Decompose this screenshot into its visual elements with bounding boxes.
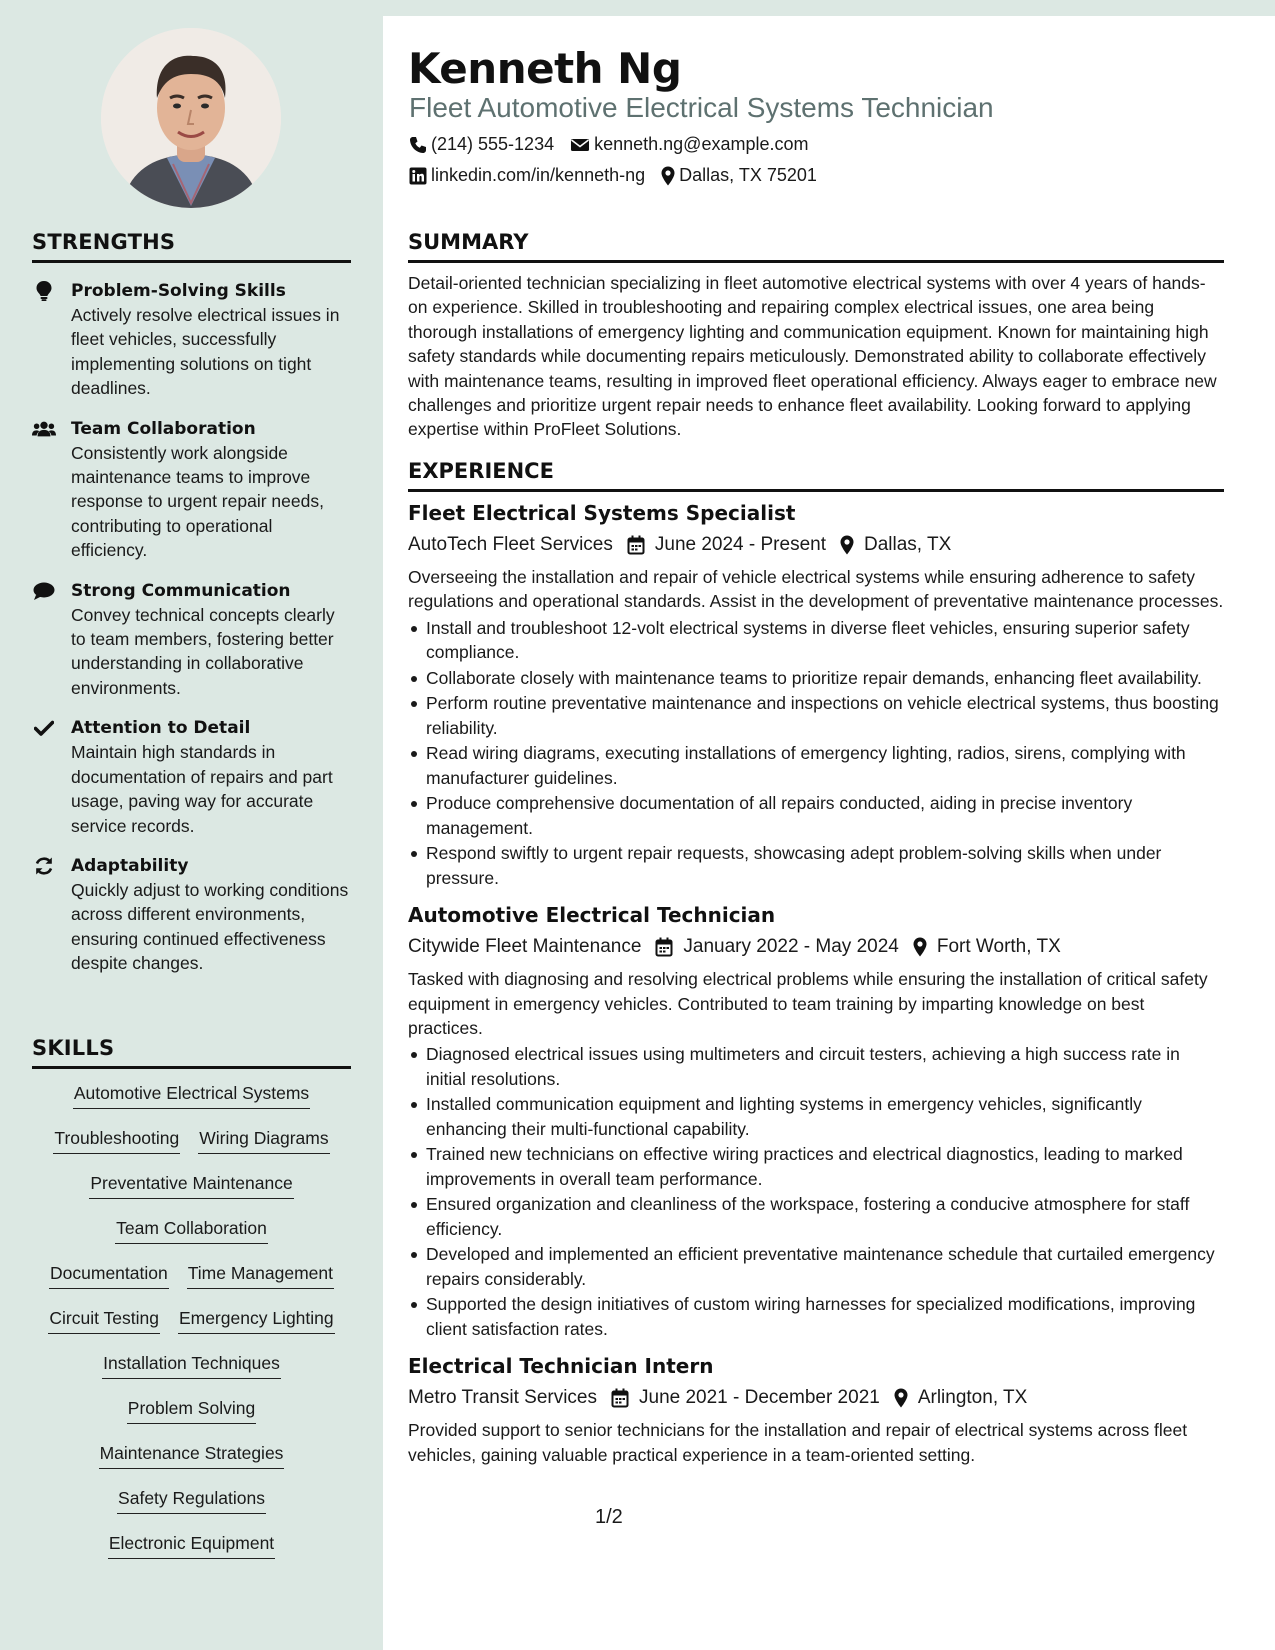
- skill-tag: Documentation: [49, 1261, 169, 1289]
- skill-tag: Maintenance Strategies: [99, 1441, 285, 1469]
- calendar-icon: [627, 535, 645, 555]
- job-bullets: [408, 1042, 1224, 1341]
- job-location: Arlington, TX: [917, 1387, 1028, 1409]
- profile-photo: [101, 28, 281, 208]
- job-company: Citywide Fleet Maintenance: [408, 936, 642, 958]
- bullet-item: Collaborate closely with maintenance teams to prioritize repair demands, enhancing fleet availability.: [408, 666, 1224, 690]
- skills-section: [32, 1036, 351, 1559]
- bullet-item: Developed and implemented an efficient preventative maintenance schedule that curtailed emergency repairs considerably.: [408, 1242, 1224, 1291]
- skill-tag: Team Collaboration: [115, 1216, 268, 1244]
- skill-tag: Problem Solving: [127, 1396, 256, 1424]
- phone-text: (214) 555-1234: [431, 134, 555, 154]
- job-meta: [408, 932, 1224, 962]
- job-dates: January 2022 - May 2024: [683, 936, 899, 958]
- summary-heading: SUMMARY: [408, 230, 1224, 263]
- strength-item: [32, 854, 351, 976]
- bullet-item: Trained new technicians on effective wiring practices and electrical diagnostics, leading to marked improvements in overall team performance.: [408, 1142, 1224, 1191]
- summary-section: [408, 230, 1224, 442]
- candidate-name: Kenneth Ng: [408, 44, 682, 93]
- users-icon: [32, 418, 56, 440]
- bullet-item: Respond swiftly to urgent repair requests, showcasing adept problem-solving skills when under pressure.: [408, 841, 1224, 890]
- skill-tag: Preventative Maintenance: [89, 1171, 293, 1199]
- sync-icon: [32, 855, 56, 877]
- linkedin-icon: [409, 167, 427, 185]
- contact-row: [409, 134, 825, 155]
- strengths-section: [32, 230, 351, 976]
- location-text: Dallas, TX 75201: [679, 165, 817, 185]
- strength-item: [32, 417, 351, 563]
- summary-text: Detail-oriented technician specializing in fleet automotive electrical systems with over 4 years of hands-on experience. Skilled in troubleshooting and repairing complex electrical issues, one area being thorough installations of emergency lighting and communication equipment. Known for maintaining high safety standards while documenting repairs meticulously. Demonstrated ability to collaborate effectively with maintenance teams, resulting in improved fleet operational efficiency. Always eager to embrace new challenges and prioritize urgent repair needs to enhance fleet availability. Looking forward to applying expertise within ProFleet Solutions.: [408, 273, 1217, 440]
- job-location-wrap: [840, 530, 951, 560]
- skill-tag: Installation Techniques: [102, 1351, 281, 1379]
- candidate-role: Fleet Automotive Electrical Systems Technician: [409, 92, 994, 123]
- bullet-item: Supported the design initiatives of custom wiring harnesses for specialized modifications, improving client satisfaction rates.: [408, 1292, 1224, 1341]
- job-description: Overseeing the installation and repair of vehicle electrical systems while ensuring adherence to safety regulations and operational standards. Assist in the development of preventative maintenance processes.: [408, 567, 1224, 612]
- strength-description: Actively resolve electrical issues in fleet vehicles, successfully implementing solutions on tight deadlines.: [71, 305, 340, 399]
- bullet-item: Perform routine preventative maintenance and inspections on vehicle electrical systems, thus boosting reliability.: [408, 691, 1224, 740]
- map-pin-icon: [894, 1388, 908, 1408]
- skill-tag: Troubleshooting: [53, 1126, 180, 1154]
- job-title: Fleet Electrical Systems Specialist: [408, 501, 796, 525]
- bullet-item: Produce comprehensive documentation of all repairs conducted, aiding in precise inventory management.: [408, 791, 1224, 840]
- job-description: Provided support to senior technicians for the installation and repair of electrical systems across fleet vehicles, gaining valuable practical experience in a team-oriented setting.: [408, 1420, 1188, 1465]
- job-location-wrap: [913, 932, 1061, 962]
- strength-item: [32, 716, 351, 838]
- map-pin-icon: [913, 937, 927, 957]
- bullet-item: Diagnosed electrical issues using multimeters and circuit testers, achieving a high success rate in initial resolutions.: [408, 1042, 1224, 1091]
- map-pin-icon: [840, 535, 854, 555]
- lightbulb-icon: [32, 280, 56, 302]
- linkedin-text: linkedin.com/in/kenneth-ng: [431, 165, 646, 185]
- experience-heading: EXPERIENCE: [408, 459, 1224, 492]
- skills-list: [32, 1073, 351, 1559]
- calendar-icon: [611, 1388, 629, 1408]
- job-location: Fort Worth, TX: [936, 936, 1061, 958]
- strength-description: Consistently work alongside maintenance teams to improve response to urgent repair needs, contributing to operational efficiency.: [71, 442, 324, 561]
- strength-item: [32, 579, 351, 701]
- skill-tag: Electronic Equipment: [108, 1531, 275, 1559]
- skills-heading: SKILLS: [32, 1036, 351, 1069]
- strength-item: [32, 279, 351, 401]
- job-title: Automotive Electrical Technician: [408, 903, 776, 928]
- strength-title: Strong Communication: [71, 580, 291, 601]
- skill-tag: Safety Regulations: [117, 1486, 266, 1514]
- job-bullets: [408, 616, 1224, 890]
- phone-icon: [409, 136, 427, 154]
- job-title: Electrical Technician Intern: [408, 1354, 714, 1379]
- strength-description: Convey technical concepts clearly to team members, fostering better understanding in collaborative environments.: [71, 604, 335, 698]
- bullet-item: Read wiring diagrams, executing installations of emergency lighting, radios, sirens, complying with manufacturer guidelines.: [408, 741, 1224, 790]
- strength-description: Quickly adjust to working conditions across different environments, ensuring continued effectiveness despite changes.: [71, 879, 349, 974]
- contact-row: [409, 165, 833, 186]
- strength-description: Maintain high standards in documentation of repairs and part usage, paving way for accurate service records.: [71, 742, 333, 836]
- bullet-item: Ensured organization and cleanliness of the workspace, fostering a conducive atmosphere for staff efficiency.: [408, 1192, 1224, 1241]
- experience-section: [408, 459, 1224, 1467]
- location-contact: [661, 165, 817, 186]
- job-dates: June 2021 - December 2021: [639, 1387, 880, 1409]
- job-company: Metro Transit Services: [408, 1387, 597, 1409]
- skill-tag: Emergency Lighting: [178, 1306, 335, 1334]
- job-entry: [408, 900, 1224, 1341]
- skill-tag: Wiring Diagrams: [198, 1126, 329, 1154]
- email-text: kenneth.ng@example.com: [594, 134, 809, 154]
- envelope-icon: [570, 137, 590, 153]
- bullet-item: Install and troubleshoot 12-volt electrical systems in diverse fleet vehicles, ensuring superior safety compliance.: [408, 616, 1224, 665]
- job-meta: [408, 1383, 1224, 1413]
- comment-icon: [32, 580, 56, 602]
- map-pin-icon: [661, 166, 675, 186]
- calendar-icon: [655, 937, 673, 957]
- strength-title: Problem-Solving Skills: [71, 281, 286, 301]
- strength-title: Team Collaboration: [71, 418, 256, 439]
- check-icon: [32, 717, 56, 739]
- skill-tag: Circuit Testing: [48, 1306, 160, 1334]
- email-contact[interactable]: [570, 134, 808, 155]
- strengths-heading: STRENGTHS: [32, 230, 351, 263]
- job-location: Dallas, TX: [864, 534, 952, 555]
- phone-contact[interactable]: [409, 134, 554, 155]
- job-entry: [408, 1351, 1224, 1467]
- linkedin-contact[interactable]: [409, 165, 645, 186]
- job-company: AutoTech Fleet Services: [408, 534, 613, 555]
- sidebar: [0, 0, 383, 1650]
- job-description: Tasked with diagnosing and resolving electrical problems while ensuring the installation of critical safety equipment in emergency vehicles. Contributed to team training by imparting knowledge on best practices.: [408, 969, 1208, 1039]
- strength-title: Attention to Detail: [71, 718, 251, 739]
- job-dates: June 2024 - Present: [654, 534, 826, 555]
- job-dates-wrap: [655, 932, 898, 962]
- skill-tag: Automotive Electrical Systems: [73, 1081, 310, 1109]
- main-content: [383, 16, 1275, 1650]
- strength-title: Adaptability: [71, 855, 189, 876]
- job-dates-wrap: [611, 1383, 880, 1413]
- job-entry: [408, 498, 1224, 890]
- page-number: 1/2: [595, 1506, 623, 1528]
- job-dates-wrap: [627, 530, 826, 560]
- job-meta: [408, 530, 1224, 560]
- skill-tag: Time Management: [187, 1261, 334, 1289]
- bullet-item: Installed communication equipment and lighting systems in emergency vehicles, significantly enhancing their multi-functional capability.: [408, 1092, 1224, 1141]
- job-location-wrap: [894, 1383, 1027, 1413]
